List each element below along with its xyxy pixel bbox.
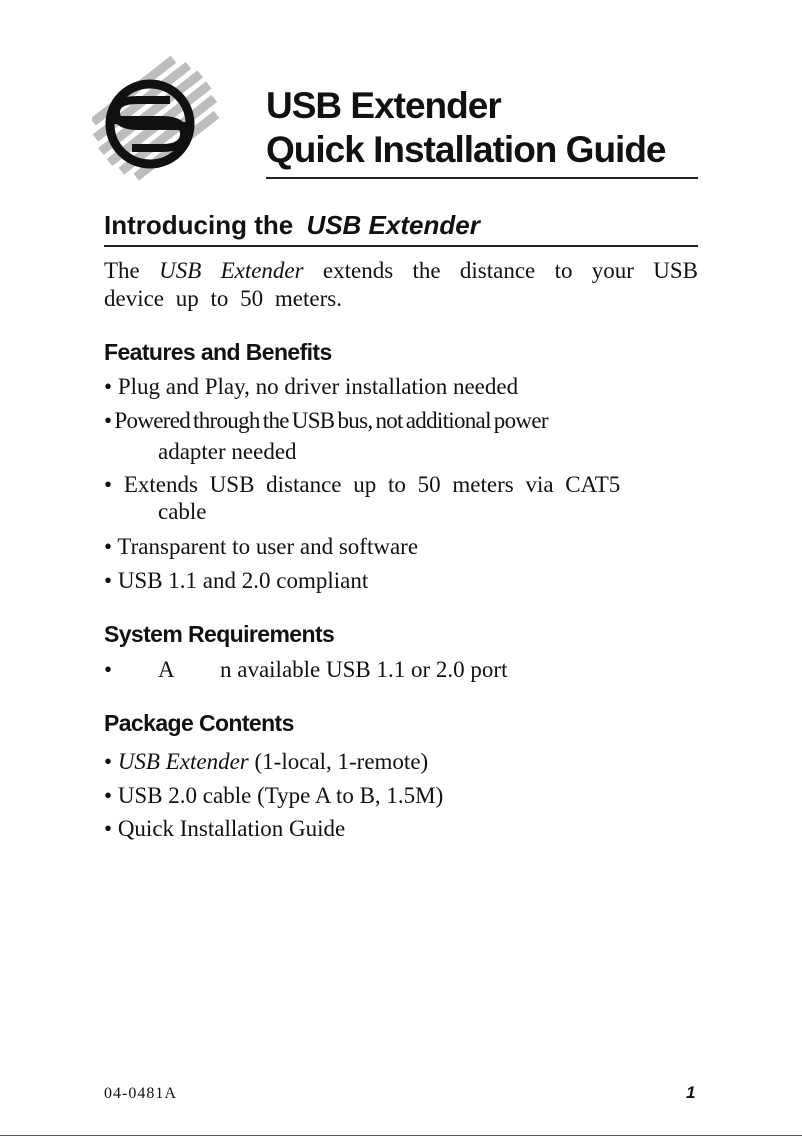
bullet: • [104,408,112,433]
package-item-product: USB Extender [117,749,249,774]
page-bottom-rule [0,1135,802,1136]
title-line-2: Quick Installation Guide [266,129,666,170]
bullet: • [104,472,113,497]
feature-continuation: adapter needed [158,439,297,464]
page-number: 1 [686,1083,696,1102]
intro-text-line1: extends the distance to your USB [322,258,699,283]
bullet: • [104,534,113,559]
title-rule [266,177,698,179]
package-item-text: (1-local, 1-remote) [248,749,429,774]
intro-text-prefix: The [104,258,140,283]
intro-heading [104,208,704,242]
intro-paragraph [104,257,698,313]
requirement-letter: A [158,657,175,682]
intro-heading-product: USB Extender [306,210,480,240]
feature-item [104,373,518,401]
feature-item [104,471,620,499]
guide-title [266,84,698,172]
bullet: • [104,749,113,774]
siig-logo [92,56,222,186]
feature-text: Transparent to user and software [117,534,419,559]
document-code: 04-0481A [104,1085,177,1102]
package-item [104,782,443,810]
intro-rule [104,245,698,247]
feature-text: Plug and Play, no driver installation needed [117,374,519,399]
feature-item [104,533,418,561]
package-contents-heading: Package Contents [104,710,294,736]
bullet: • [104,816,113,841]
package-item [104,748,428,776]
features-heading: Features and Benefits [104,339,332,365]
intro-text-line2: device up to 50 meters. [104,286,342,311]
feature-continuation: cable [158,499,207,524]
title-line-1: USB Extender [266,85,501,126]
feature-item [104,567,368,595]
feature-text: USB 1.1 and 2.0 compliant [117,568,369,593]
system-requirements-heading: System Requirements [104,621,335,647]
feature-text: Extends USB distance up to 50 meters via CAT5 [123,472,621,497]
bullet: • [104,657,113,682]
package-item [104,815,345,843]
feature-text: Powered through the USB bus, not additional power [114,408,548,433]
logo-graphic [92,56,222,186]
requirement-text: n available USB 1.1 or 2.0 port [220,657,508,682]
package-item-text: USB 2.0 cable (Type A to B, 1.5M) [117,783,444,808]
package-item-text: Quick Installation Guide [117,816,346,841]
feature-item [104,407,548,435]
bullet: • [104,374,113,399]
bullet: • [104,783,113,808]
bullet: • [104,568,113,593]
intro-heading-prefix: Introducing the [104,210,294,240]
intro-text-product: USB Extender [159,258,304,283]
